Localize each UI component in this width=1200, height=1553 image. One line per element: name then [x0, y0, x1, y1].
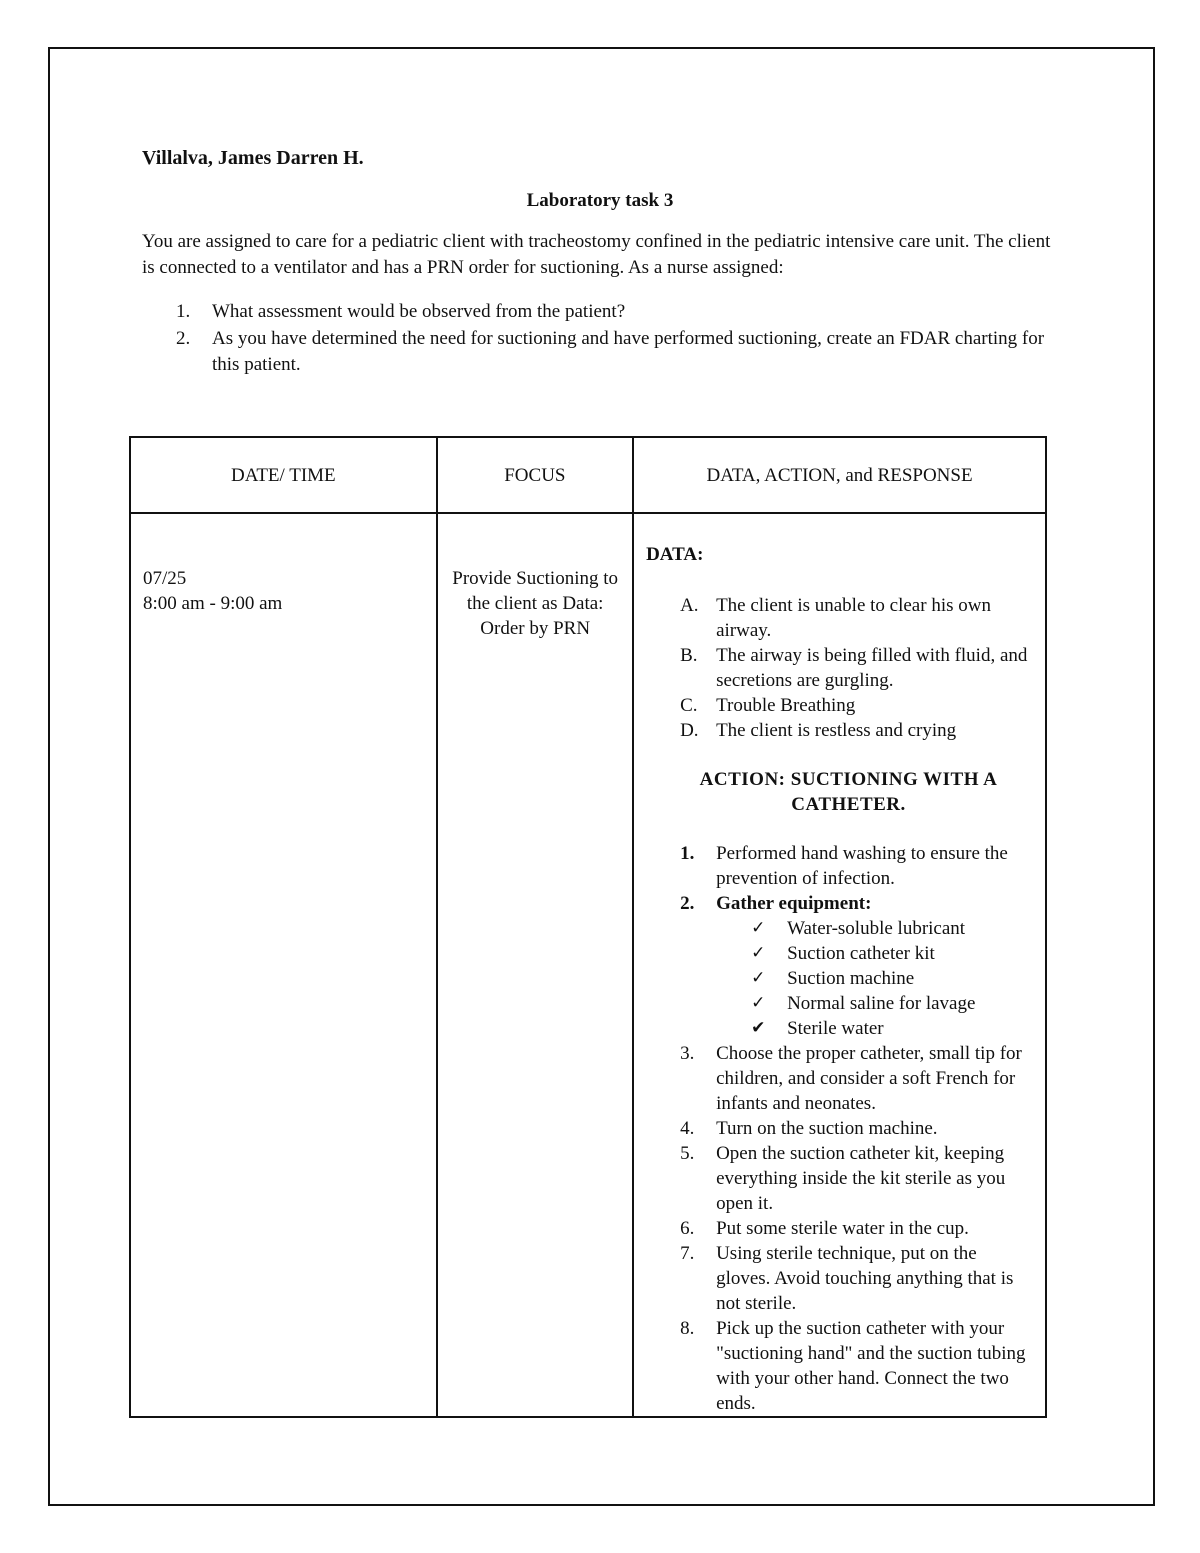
list-item — [646, 1241, 1035, 1316]
checkmark-icon: ✓ — [751, 968, 766, 988]
equipment-text: Water-soluble lubricant — [787, 918, 966, 939]
list-item — [646, 593, 1035, 643]
action-steps-list — [646, 841, 1035, 1416]
intro-paragraph: You are assigned to care for a pediatric client with tracheostomy confined in the pediatric intensive care unit. The client is connected to a ventilator and has a PRN order for suctioning. As a nurse assigned: — [142, 231, 1051, 278]
list-text: Put some sterile water in the cup. — [716, 1218, 969, 1239]
equipment-text: Suction machine — [787, 968, 915, 989]
list-item — [646, 1316, 1035, 1416]
table-header-row — [130, 437, 1046, 513]
equipment-text: Normal saline for lavage — [787, 993, 976, 1014]
list-item — [646, 891, 1035, 1041]
list-marker: D. — [680, 720, 699, 741]
header-data-action-response: DATA, ACTION, and RESPONSE — [633, 437, 1046, 513]
question-number: 2. — [176, 328, 191, 349]
list-marker: A. — [680, 595, 699, 616]
checkmark-icon: ✓ — [751, 993, 766, 1013]
list-text: Trouble Breathing — [716, 695, 856, 716]
list-marker: C. — [680, 695, 698, 716]
list-text: Performed hand washing to ensure the prevention of infection. — [716, 843, 1008, 889]
question-list — [142, 299, 1062, 379]
header-date-time: DATE/ TIME — [130, 437, 437, 513]
equipment-item — [716, 991, 1035, 1016]
focus-cell — [437, 513, 633, 1417]
list-item — [646, 1216, 1035, 1241]
data-heading: DATA: — [646, 544, 704, 565]
entry-date: 07/25 — [143, 568, 187, 589]
list-marker: 4. — [680, 1118, 695, 1139]
list-text: Using sterile technique, put on the gloves. Avoid touching anything that is not sterile. — [716, 1243, 1014, 1314]
fdar-table — [129, 436, 1047, 1418]
list-marker: 2. — [680, 893, 695, 914]
list-text: The airway is being filled with fluid, and secretions are gurgling. — [716, 645, 1028, 691]
question-item — [142, 299, 1062, 325]
list-item — [646, 693, 1035, 718]
action-heading: ACTION: SUCTIONING WITH A CATHETER. — [699, 769, 998, 815]
question-text: As you have determined the need for suctioning and have performed suctioning, create an FDAR charting for this patient. — [212, 328, 1045, 375]
equipment-list — [716, 916, 1035, 1041]
equipment-item — [716, 1016, 1035, 1041]
list-item — [646, 718, 1035, 743]
list-item — [646, 1141, 1035, 1216]
question-item — [142, 326, 1062, 378]
list-text: The client is restless and crying — [716, 720, 957, 741]
equipment-item — [716, 941, 1035, 966]
entry-time: 8:00 am - 9:00 am — [143, 593, 283, 614]
equipment-text: Suction catheter kit — [787, 943, 935, 964]
equipment-item — [716, 916, 1035, 941]
list-text: Turn on the suction machine. — [716, 1118, 938, 1139]
list-text: Pick up the suction catheter with your "suctioning hand" and the suction tubing with your other hand. Connect the two ends. — [716, 1318, 1026, 1414]
header-focus: FOCUS — [437, 437, 633, 513]
question-text: What assessment would be observed from the patient? — [212, 301, 626, 322]
list-item — [646, 1116, 1035, 1141]
list-text: Open the suction catheter kit, keeping everything inside the kit sterile as you open it. — [716, 1143, 1006, 1214]
focus-text: Provide Suctioning to the client as Data: Order by PRN — [452, 568, 619, 639]
list-item — [646, 1041, 1035, 1116]
list-text: The client is unable to clear his own airway. — [716, 595, 991, 641]
list-item — [646, 841, 1035, 891]
equipment-text: Sterile water — [787, 1018, 884, 1039]
list-marker: 5. — [680, 1143, 695, 1164]
list-marker: 8. — [680, 1318, 695, 1339]
list-text: Gather equipment: — [716, 893, 872, 914]
table-row — [130, 513, 1046, 1417]
author-name: Villalva, James Darren H. — [142, 147, 364, 169]
question-number: 1. — [176, 301, 191, 322]
data-list — [646, 593, 1035, 743]
list-marker: B. — [680, 645, 698, 666]
list-marker: 3. — [680, 1043, 695, 1064]
checkmark-icon: ✔ — [751, 1018, 766, 1038]
list-marker: 6. — [680, 1218, 695, 1239]
checkmark-icon: ✓ — [751, 918, 766, 938]
list-marker: 7. — [680, 1243, 695, 1264]
list-item — [646, 643, 1035, 693]
equipment-item — [716, 966, 1035, 991]
task-title: Laboratory task 3 — [526, 190, 674, 211]
list-marker: 1. — [680, 843, 695, 864]
checkmark-icon: ✓ — [751, 943, 766, 963]
date-time-cell — [130, 513, 437, 1417]
dar-cell — [633, 513, 1046, 1417]
list-text: Choose the proper catheter, small tip for children, and consider a soft French for infants and neonates. — [716, 1043, 1022, 1114]
